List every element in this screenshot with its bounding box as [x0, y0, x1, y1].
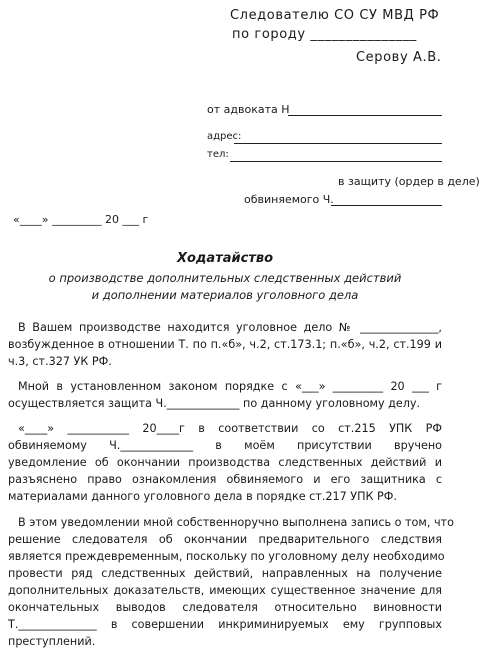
paragraph-defense	[8, 378, 442, 412]
paragraph-line: является преждевременным, поскольку по уголовному делу необходимо	[8, 550, 445, 563]
addressee-name: Серову А.В.	[356, 50, 442, 65]
document-subtitle-1: о производстве дополнительных следственных действий	[48, 271, 402, 285]
paragraph-line: решение следователя об окончании предварительного следствия	[8, 533, 442, 546]
paragraph-line: провести ряд следственных действий, направленных на получение	[8, 567, 442, 580]
paragraph-line: окончательных выводов следователя относительно виновности	[8, 601, 442, 614]
defense-note: в защиту (ордер в деле)	[338, 175, 480, 188]
paragraph-line: Т.______________ в совершении инкриминируемых ему групповых	[8, 618, 442, 631]
addressee-line-1: Следователю СО СУ МВД РФ	[230, 8, 440, 23]
paragraph-line: В этом уведомлении мной собственноручно выполнена запись о том, что	[18, 516, 454, 529]
paragraph-notification	[8, 420, 442, 505]
paragraph-line: ч.3, ст.327 УК РФ.	[8, 355, 112, 368]
addressee-line-2: по городу _______________	[232, 27, 417, 42]
paragraph-line: обвиняемому Ч._____________ в моём присутствии вручено	[8, 439, 442, 452]
paragraph-record	[8, 514, 454, 650]
document-title: Ходатайство	[176, 251, 274, 266]
paragraph-line: разъяснено право ознакомления обвиняемого и его защитника с	[8, 473, 442, 486]
from-underline	[288, 115, 442, 116]
paragraph-line: материалами данного уголовного дела в порядке ст.217 УПК РФ.	[8, 490, 397, 503]
address-underline	[234, 143, 442, 144]
document-subtitle-2: и дополнении материалов уголовного дела	[91, 288, 359, 302]
phone-label: тел:	[207, 149, 229, 160]
document-date: «____» _________ 20 ___ г	[13, 213, 149, 226]
paragraph-line: В Вашем производстве находится уголовное дело № ______________,	[18, 321, 442, 334]
paragraph-line: уведомление об окончании производства следственных действий и	[8, 456, 442, 469]
accused-underline	[331, 205, 442, 206]
paragraph-line: «____» ___________ 20____г в соответствии со ст.215 УПК РФ	[18, 422, 442, 435]
accused-label: обвиняемого Ч.	[244, 193, 334, 206]
paragraph-line: дополнительных доказательств, имеющих существенное значение для	[8, 584, 442, 597]
paragraph-line: Мной в установленном законом порядке с «___» _________ 20 ___ г	[18, 380, 442, 393]
from-label: от адвоката Н	[207, 103, 290, 116]
paragraph-line: преступлений.	[8, 635, 96, 648]
phone-underline	[230, 161, 442, 162]
address-label: адрес:	[207, 131, 242, 142]
paragraph-case-number	[8, 319, 442, 370]
paragraph-line: возбужденное в отношении Т. по п.«б», ч.2, ст.173.1; п.«б», ч.2, ст.199 и	[8, 338, 442, 351]
paragraph-line: осуществляется защита Ч._____________ по данному уголовному делу.	[8, 397, 421, 410]
